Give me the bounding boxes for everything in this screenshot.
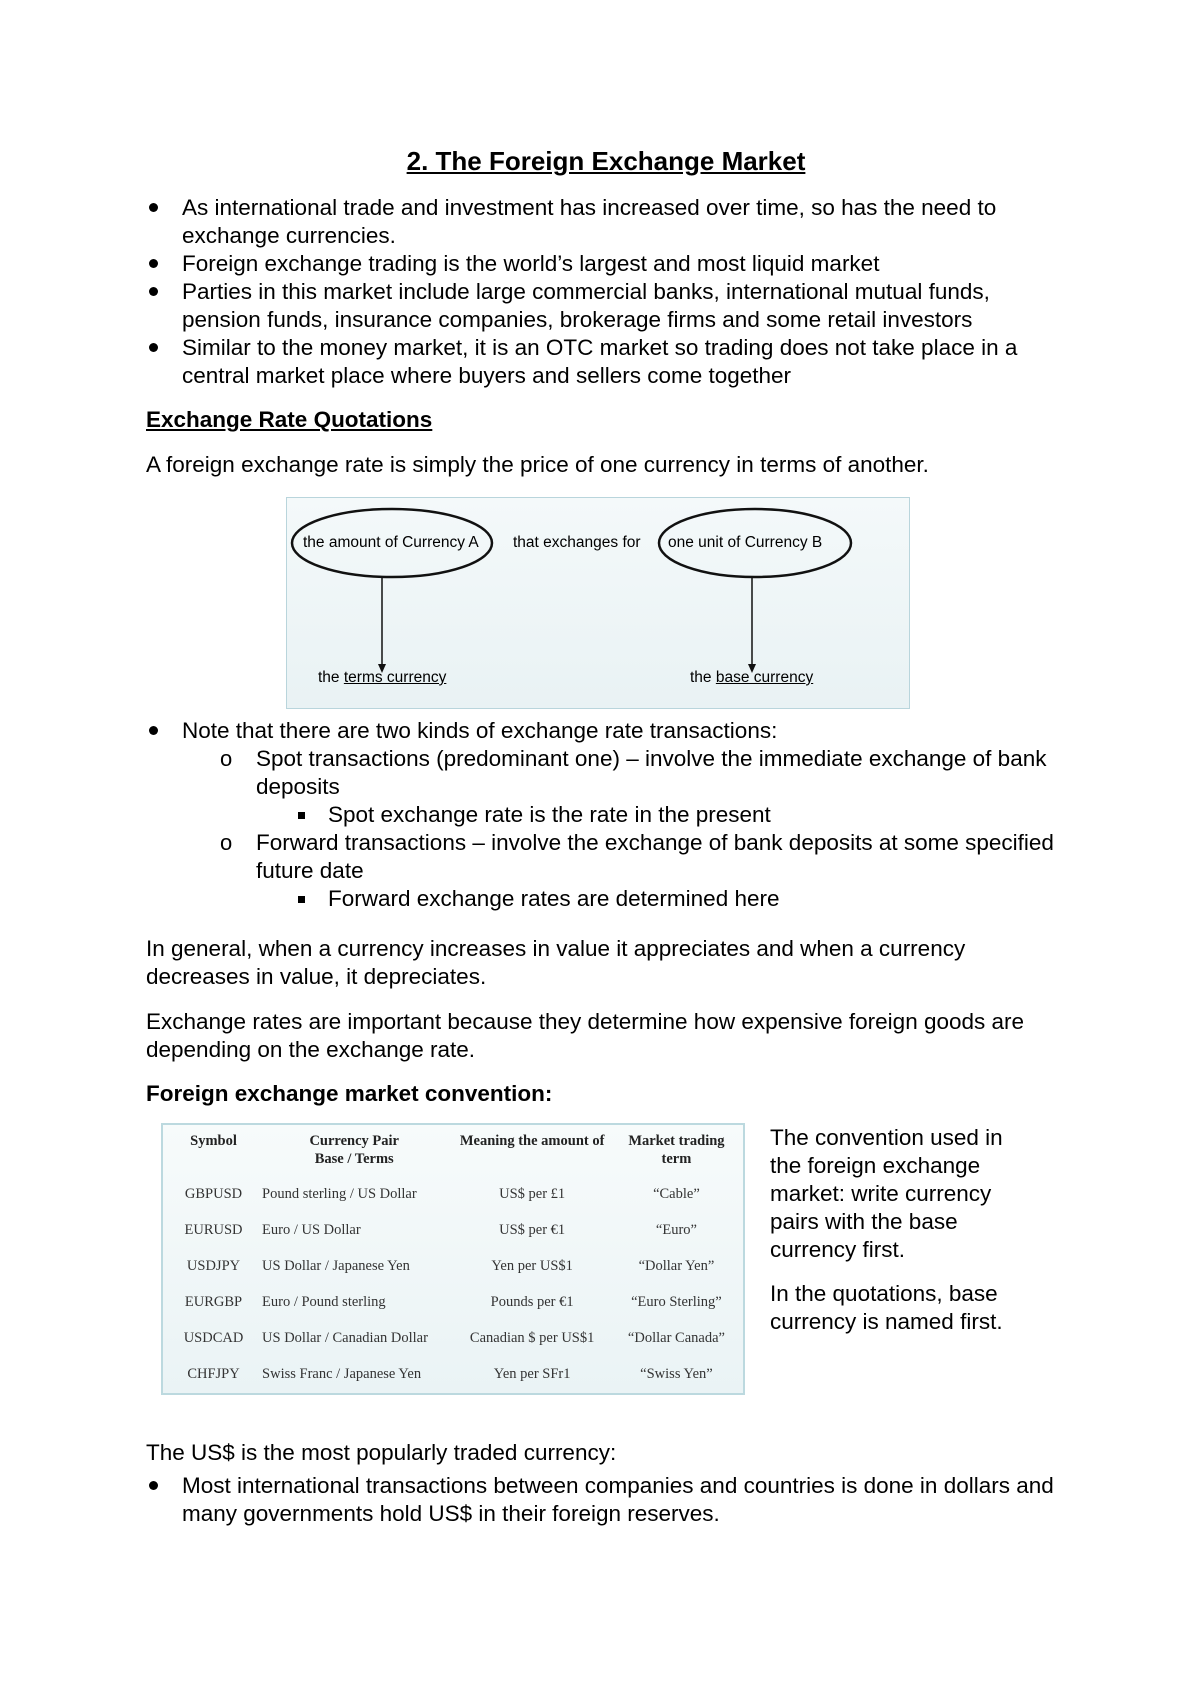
list-item-spot-sub: Spot exchange rate is the rate in the present bbox=[146, 801, 1066, 829]
list-item: Foreign exchange trading is the world’s largest and most liquid market bbox=[146, 250, 1066, 278]
section-heading-market-convention: Foreign exchange market convention: bbox=[146, 1081, 553, 1106]
table-row: CHFJPY Swiss Franc / Japanese Yen Yen per SFr1 “Swiss Yen” bbox=[187, 1365, 713, 1382]
fx-convention-table bbox=[169, 1129, 739, 1392]
transaction-kinds-list bbox=[146, 717, 1066, 913]
list-item: Most international transactions between companies and countries is done in dollars and many governments hold US$ in their foreign reserves. bbox=[146, 1472, 1066, 1528]
bullet-icon bbox=[149, 259, 158, 268]
bullet-icon bbox=[149, 203, 158, 212]
header-symbol: Symbol bbox=[190, 1133, 237, 1149]
currency-b-label: one unit of Currency B bbox=[668, 534, 823, 551]
base-first-note: In the quotations, base currency is named first. bbox=[770, 1281, 1003, 1334]
intro-bullet-list bbox=[146, 194, 1066, 390]
bullet-icon bbox=[149, 726, 158, 735]
table-row: GBPUSD Pound sterling / US Dollar US$ per £1 “Cable” bbox=[184, 1185, 700, 1202]
list-item: Similar to the money market, it is an OTC market so trading does not take place in a central market place where buyers and sellers come together bbox=[146, 334, 1066, 390]
bullet-icon bbox=[149, 1481, 158, 1490]
terms-currency-label: the terms currency bbox=[318, 669, 447, 686]
bullet-icon bbox=[149, 287, 158, 296]
list-item: Note that there are two kinds of exchange rate transactions: bbox=[146, 717, 1066, 745]
circle-bullet-icon: o bbox=[220, 746, 233, 771]
definition-paragraph: A foreign exchange rate is simply the price of one currency in terms of another. bbox=[146, 452, 929, 477]
table-header-row bbox=[169, 1129, 739, 1176]
square-bullet-icon bbox=[298, 896, 305, 903]
exchange-rate-diagram bbox=[286, 497, 910, 709]
list-item-forward-sub: Forward exchange rates are determined here bbox=[146, 885, 1066, 913]
list-item: As international trade and investment has increased over time, so has the need to exchange currencies. bbox=[146, 194, 1066, 250]
usd-bullet-list bbox=[146, 1472, 1066, 1528]
square-bullet-icon bbox=[298, 812, 305, 819]
header-currency-pair: Currency Pair Base / Terms bbox=[309, 1133, 399, 1167]
page-title: 2. The Foreign Exchange Market bbox=[406, 146, 806, 176]
list-item-spot: o Spot transactions (predominant one) – involve the immediate exchange of bank deposits bbox=[220, 746, 1047, 799]
table-row: EURUSD Euro / US Dollar US$ per €1 “Euro” bbox=[184, 1221, 697, 1238]
circle-bullet-icon: o bbox=[220, 830, 233, 855]
exchanges-for-label: that exchanges for bbox=[513, 534, 641, 551]
table-row: USDCAD US Dollar / Canadian Dollar Canadian $ per US$1 “Dollar Canada” bbox=[183, 1329, 725, 1346]
list-item-forward: o Forward transactions – involve the exchange of bank deposits at some specified future date bbox=[220, 830, 1054, 883]
usd-intro-paragraph: The US$ is the most popularly traded currency: bbox=[146, 1440, 617, 1465]
header-meaning: Meaning the amount of bbox=[459, 1133, 605, 1149]
bullet-icon bbox=[149, 343, 158, 352]
convention-note: The convention used in the foreign exchange market: write currency pairs with the base currency first. bbox=[770, 1125, 1003, 1262]
importance-paragraph: Exchange rates are important because they determine how expensive foreign goods are depending on the exchange rate. bbox=[146, 1009, 1025, 1062]
base-currency-label: the base currency bbox=[690, 669, 814, 686]
section-heading-exchange-rate-quotations: Exchange Rate Quotations bbox=[146, 407, 433, 432]
table-row: EURGBP Euro / Pound sterling Pounds per €1 “Euro Sterling” bbox=[184, 1293, 722, 1310]
fx-convention-table-image bbox=[161, 1123, 745, 1395]
appreciation-paragraph: In general, when a currency increases in value it appreciates and when a currency decreases in value, it depreciates. bbox=[146, 936, 966, 989]
table-row: USDJPY US Dollar / Japanese Yen Yen per US$1 “Dollar Yen” bbox=[186, 1257, 715, 1274]
currency-a-label: the amount of Currency A bbox=[303, 534, 479, 551]
list-item: Parties in this market include large commercial banks, international mutual funds, pension funds, insurance companies, brokerage firms and some retail investors bbox=[146, 278, 1066, 334]
header-market-term: Market trading term bbox=[628, 1133, 725, 1167]
